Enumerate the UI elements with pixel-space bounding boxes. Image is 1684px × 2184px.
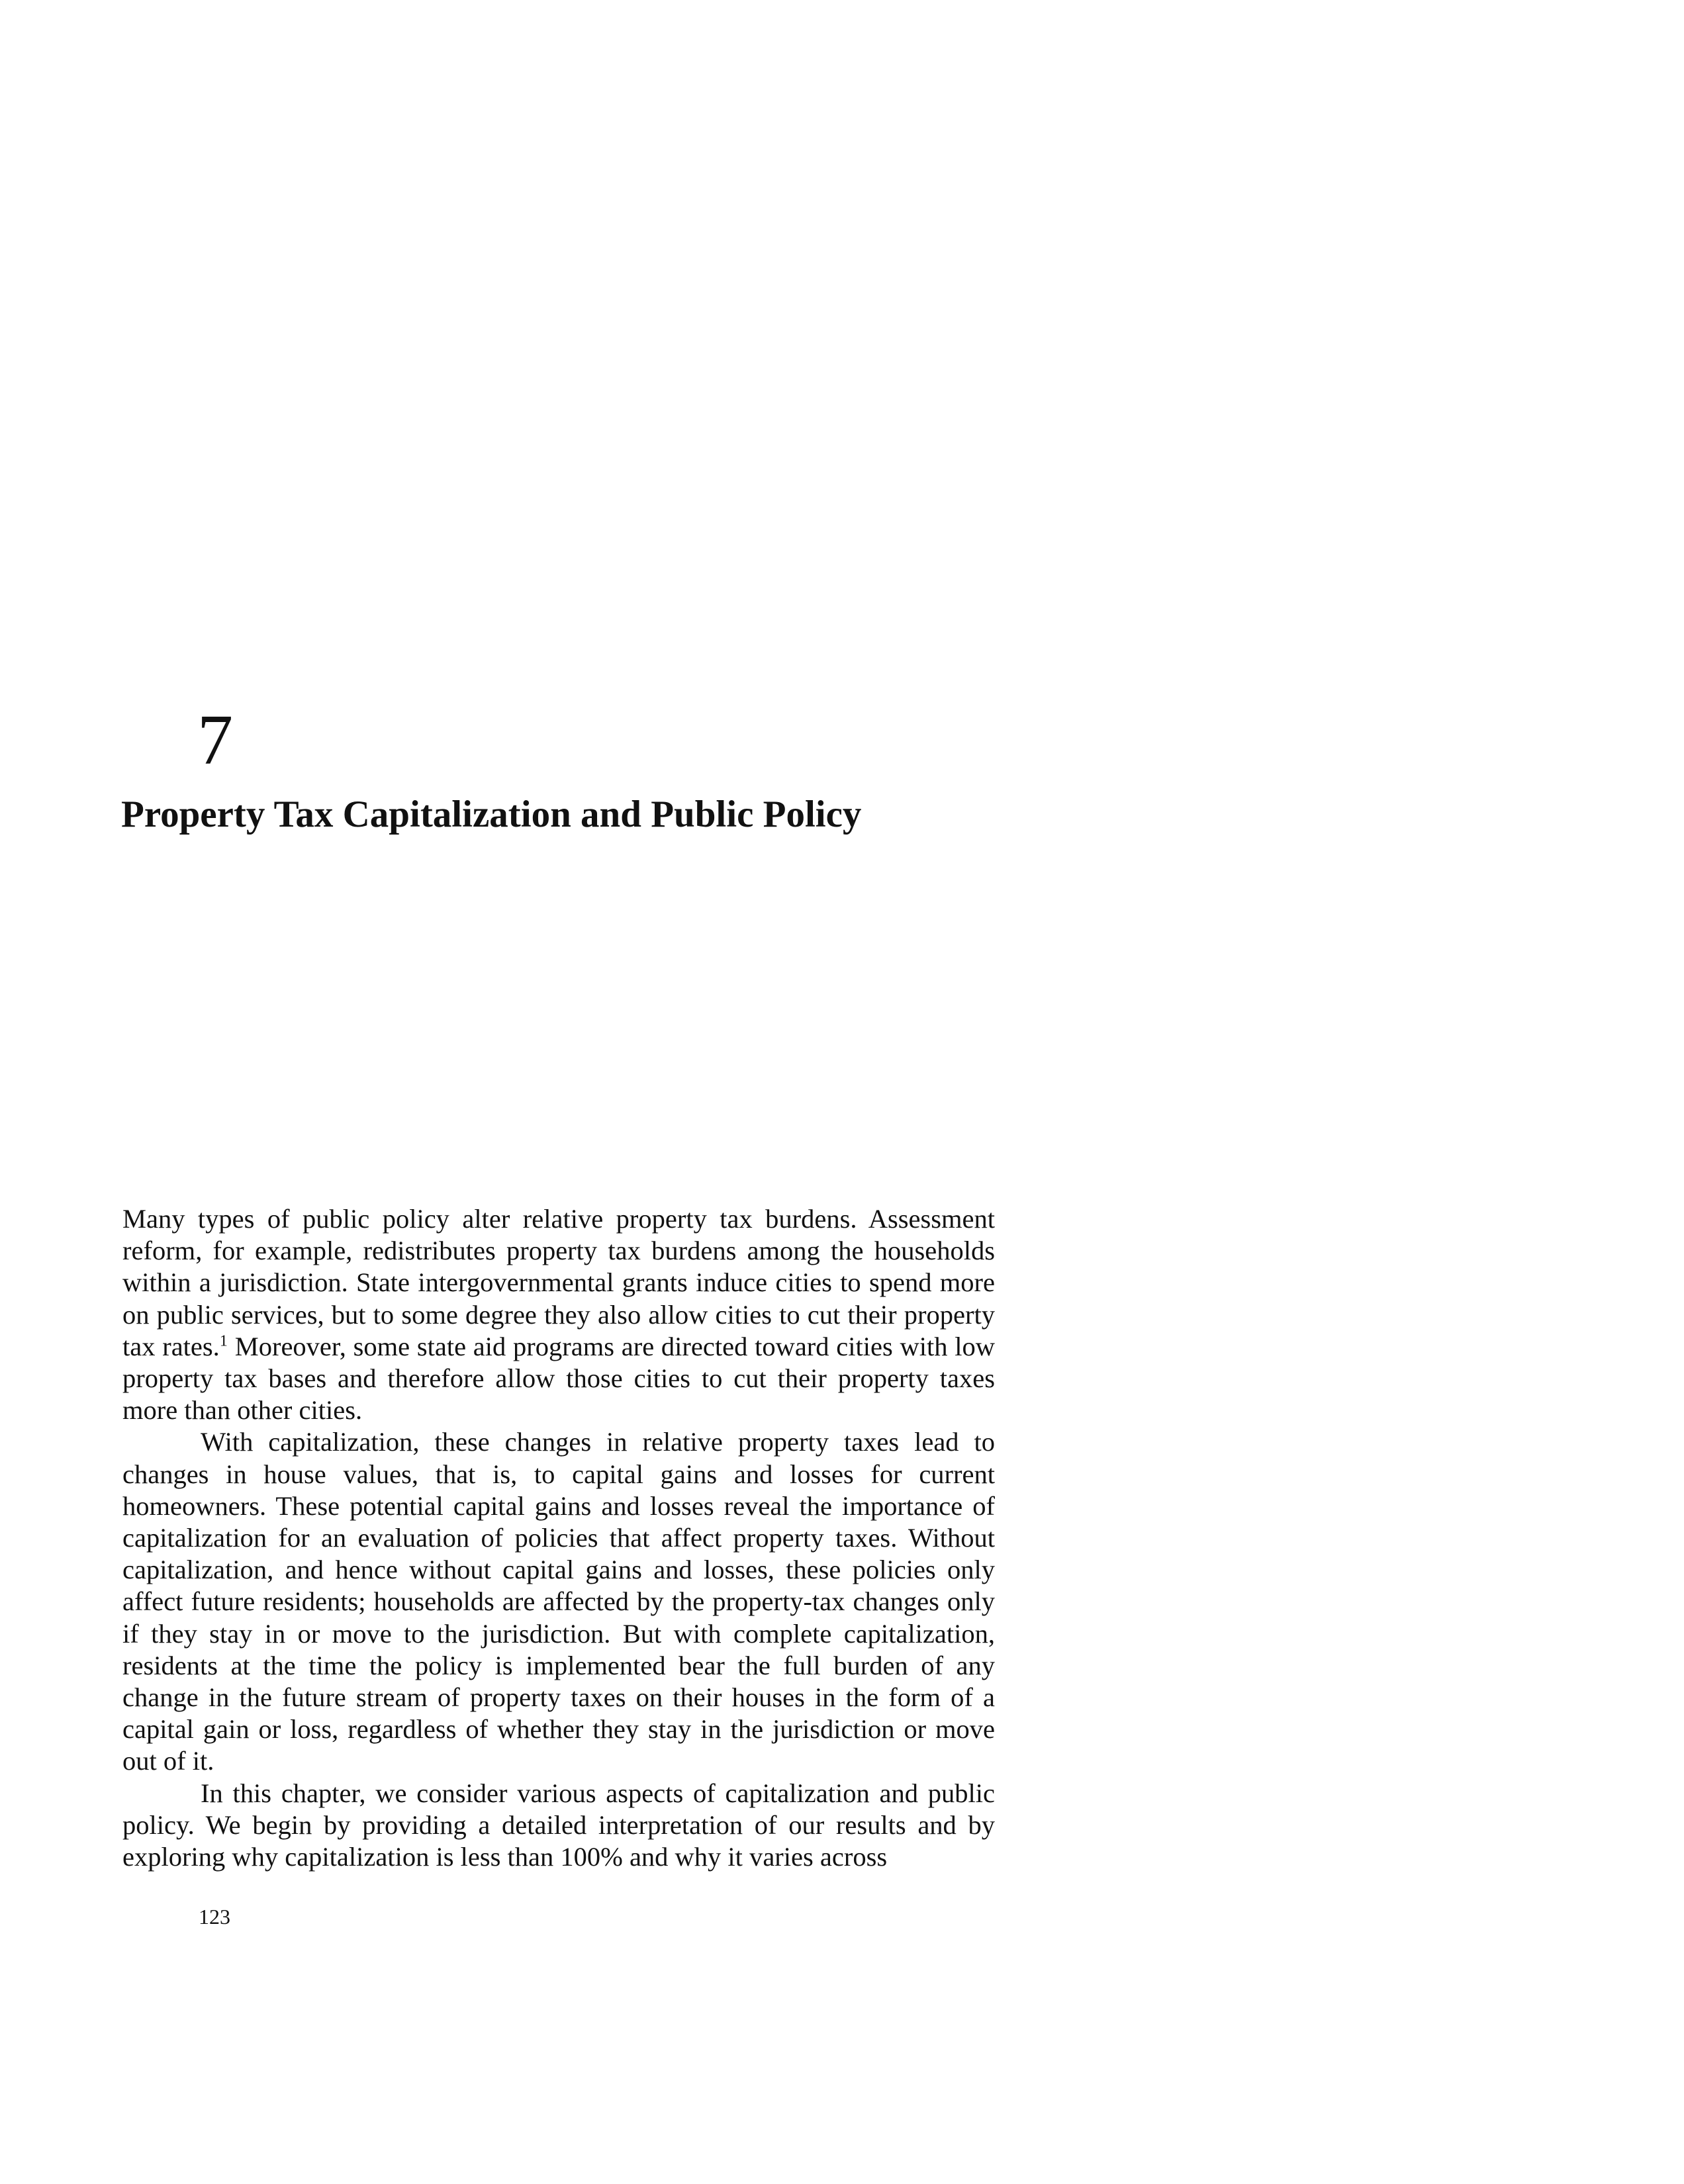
paragraph-3: In this chapter, we consider various aspects of capitalization and public policy. We begin by providing a detailed interpretation of our results and by exploring why capitalization is less than 100% and why it varies across [122,1778,995,1872]
paragraph-1 [122,1203,995,1426]
body-text [122,1203,995,1873]
paragraph-1-text-cont: Moreover, some state aid programs are directed toward cities with low property tax bases and therefore allow those cities to cut their property taxes more than other cities. [122,1331,995,1426]
page-number: 123 [199,1905,230,1929]
paragraph-2: With capitalization, these changes in relative property taxes lead to changes in house values, that is, to capital gains and losses for current homeowners. These potential capital gains and losses reveal the importance of capitalization for an evaluation of policies that affect property taxes. Without capitalization, and hence without capital gains and losses, these policies only affect future residents; households are affected by the property-tax changes only if they stay in or move to the jurisdiction. But with complete capitalization, residents at the time the policy is implemented bear the full burden of any change in the future stream of property taxes on their houses in the form of a capital gain or loss, regardless of whether they stay in the jurisdiction or move out of it. [122,1427,995,1776]
chapter-number: 7 [197,701,233,780]
paragraph-1-text: Many types of public policy alter relative property tax burdens. Assessment reform, for example, redistributes property tax burdens among the households within a jurisdiction. State intergovernmental grants induce cities to spend more on public services, but to some degree they also allow cities to cut their property tax rates. [122,1204,995,1361]
chapter-title: Property Tax Capitalization and Public Policy [121,794,862,835]
footnote-ref-1[interactable]: 1 [219,1332,228,1350]
